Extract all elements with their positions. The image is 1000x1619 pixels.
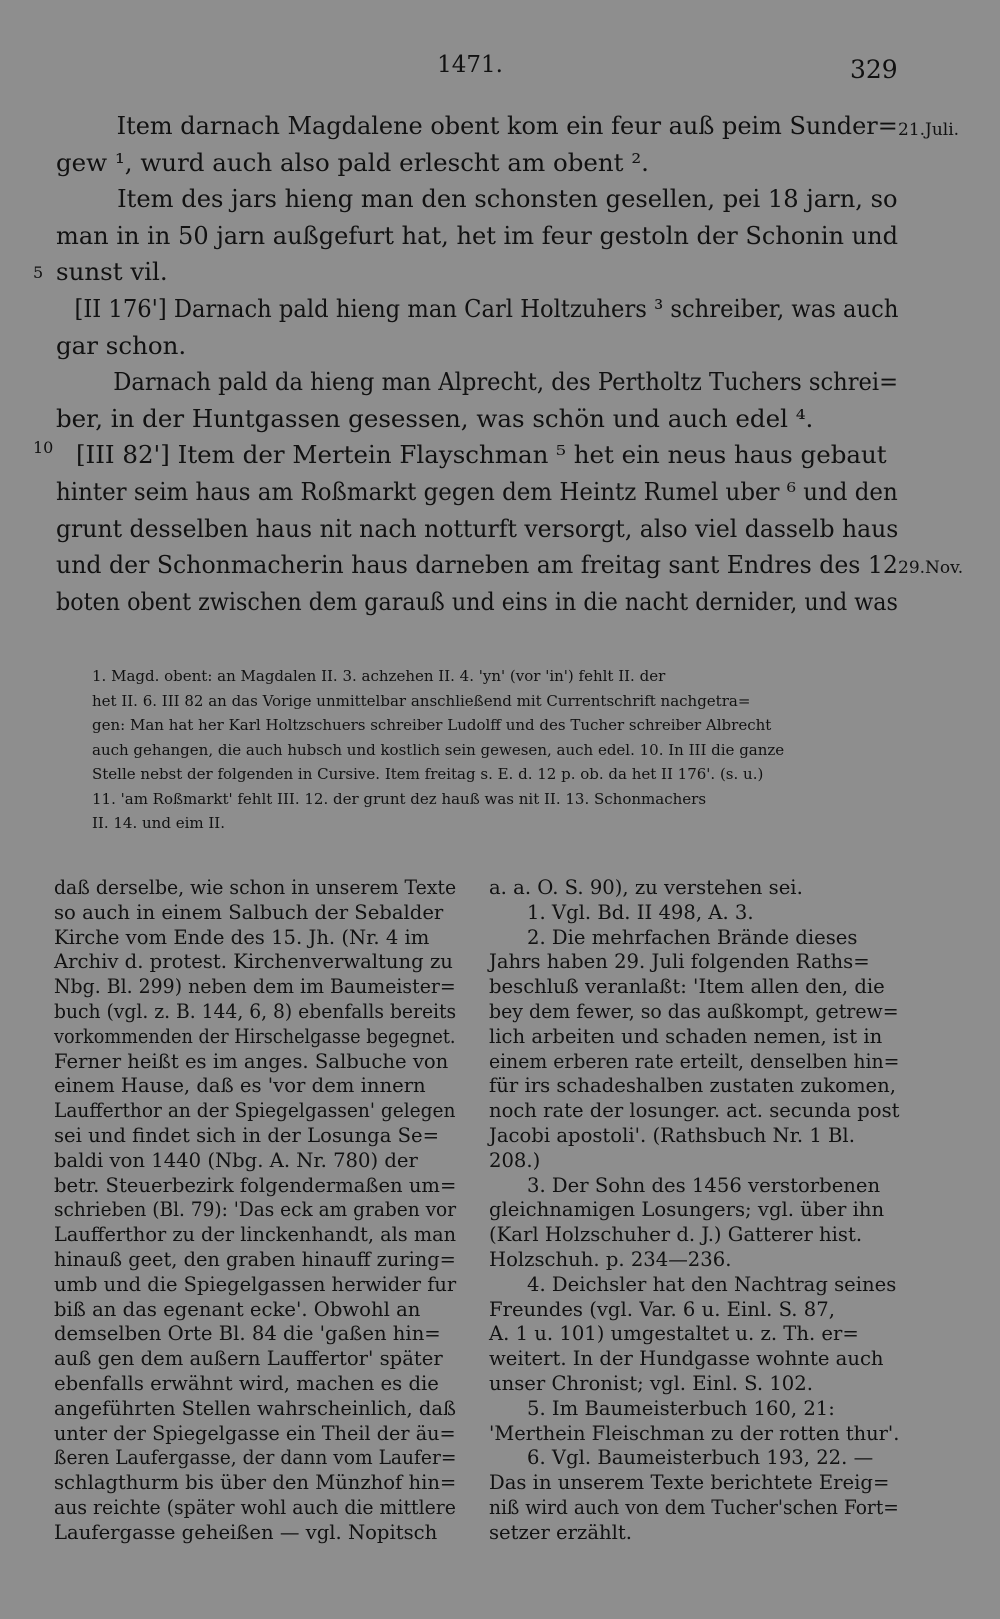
footnote-line: umb und die Spiegelgassen herwider fur bbox=[54, 1272, 457, 1296]
footnote-line: unser Chronist; vgl. Einl. S. 102. bbox=[489, 1371, 813, 1395]
footnote-line: ebenfalls erwähnt wird, machen es die bbox=[54, 1371, 439, 1395]
footnote-line: (Karl Holzschuher d. J.) Gatterer hist. bbox=[489, 1223, 863, 1247]
text-line: hinter seim haus am Roßmarkt gegen dem Heintz Rumel uber ⁶ und den bbox=[56, 476, 898, 506]
footnote-line: setzer erzählt. bbox=[489, 1520, 632, 1544]
text-line: Item darnach Magdalene obent kom ein feur auß peim Sunder= bbox=[116, 111, 898, 140]
footnote-line: daß derselbe, wie schon in unserem Texte bbox=[54, 876, 457, 899]
text-line: [II 176'] Darnach pald hieng man Carl Holtzuhers ³ schreiber, was auch bbox=[74, 293, 899, 323]
footnote-line: bey dem fewer, so das außkompt, getrew= bbox=[489, 999, 899, 1023]
page-number: 329 bbox=[850, 55, 898, 84]
footnote-line: einem erberen rate erteilt, denselben hin= bbox=[489, 1049, 900, 1073]
text-line: und der Schonmacherin haus darneben am freitag sant Endres des 12 bbox=[56, 550, 898, 580]
footnote-line: Laufferthor an der Spiegelgassen' gelegen bbox=[54, 1099, 456, 1123]
footnotes-left-column bbox=[54, 876, 456, 1546]
footnote-line: angeführten Stellen wahrscheinlich, daß bbox=[54, 1396, 456, 1420]
footnote-line: hinauß geet, den graben hinauff zuring= bbox=[54, 1247, 456, 1271]
footnote-line: beschluß veranlaßt: 'Item allen den, die bbox=[489, 975, 885, 999]
footnote-line: Nbg. Bl. 299) neben dem im Baumeister= bbox=[54, 975, 456, 999]
text-line: grunt desselben haus nit nach notturft versorgt, also viel dasselb haus bbox=[56, 513, 899, 543]
footnote-line: Das in unserem Texte berichtete Ereig= bbox=[489, 1471, 890, 1495]
margin-date-july: 21.Juli. bbox=[898, 120, 960, 140]
footnote-line: Archiv d. protest. Kirchenverwaltung zu bbox=[54, 950, 453, 974]
footnote-line: 5. Im Baumeisterbuch 160, 21: bbox=[527, 1396, 835, 1420]
footnote-line: 1. Vgl. Bd. II 498, A. 3. bbox=[527, 900, 754, 924]
footnote-line: Jacobi apostoli'. (Rathsbuch Nr. 1 Bl. bbox=[489, 1123, 855, 1147]
footnote-line: weitert. In der Hundgasse wohnte auch bbox=[489, 1347, 884, 1371]
variant-line: Stelle nebst der folgenden in Cursive. Item freitag s. E. d. 12 p. ob. da het II 176'. (s. u.) bbox=[92, 765, 764, 783]
running-head-year: 1471. bbox=[437, 52, 503, 78]
text-line: gar schon. bbox=[56, 330, 187, 360]
footnote-line: 2. Die mehrfachen Brände dieses bbox=[527, 925, 858, 949]
footnote-line: noch rate der losunger. act. secunda post bbox=[489, 1099, 900, 1123]
text-line: Darnach pald da hieng man Alprecht, des Pertholtz Tuchers schrei= bbox=[113, 367, 899, 397]
footnote-line: baldi von 1440 (Nbg. A. Nr. 780) der bbox=[54, 1148, 418, 1172]
footnote-line: biß an das egenant ecke'. Obwohl an bbox=[54, 1297, 421, 1321]
text-line: boten obent zwischen dem garauß und eins in die nacht dernider, und was bbox=[56, 586, 898, 616]
footnote-line: Ferner heißt es im anges. Salbuche von bbox=[54, 1049, 449, 1073]
footnote-line: einem Hause, daß es 'vor dem innern bbox=[54, 1074, 426, 1098]
footnote-line: sei und findet sich in der Losunga Se= bbox=[54, 1123, 440, 1147]
footnote-line: schrieben (Bl. 79): 'Das eck am graben vor bbox=[54, 1198, 457, 1222]
footnotes-right-column bbox=[489, 876, 899, 1546]
footnote-line: 4. Deichsler hat den Nachtrag seines bbox=[527, 1272, 897, 1296]
footnote-line: Kirche vom Ende des 15. Jh. (Nr. 4 im bbox=[54, 925, 430, 949]
footnote-line: 6. Vgl. Baumeisterbuch 193, 22. — bbox=[527, 1446, 874, 1470]
text-line: gew ¹, wurd auch also pald erlescht am obent ². bbox=[56, 147, 649, 177]
variant-line: auch gehangen, die auch hubsch und kostlich sein gewesen, auch edel. 10. In III die ganze bbox=[92, 740, 785, 759]
footnote-line: ßeren Laufergasse, der dann vom Laufer= bbox=[54, 1446, 457, 1470]
text-line: man in in 50 jarn außgefurt hat, het im feur gestoln der Schonin und bbox=[56, 220, 899, 250]
footnote-line: 3. Der Sohn des 1456 verstorbenen bbox=[527, 1173, 881, 1197]
footnote-line: demselben Orte Bl. 84 die 'gaßen hin= bbox=[54, 1322, 441, 1346]
footnote-line: betr. Steuerbezirk folgendermaßen um= bbox=[54, 1173, 457, 1197]
line-number-5: 5 bbox=[33, 263, 44, 282]
footnote-line: aus reichte (später wohl auch die mittlere bbox=[54, 1495, 456, 1519]
variant-line: 1. Magd. obent: an Magdalen II. 3. achzehen II. 4. 'yn' (vor 'in') fehlt II. der bbox=[92, 667, 666, 685]
footnote-line: auß gen dem außern Lauffertor' später bbox=[54, 1347, 443, 1371]
footnote-line: 'Merthein Fleischman zu der rotten thur'. bbox=[489, 1421, 900, 1445]
line-number-10: 10 bbox=[33, 438, 54, 457]
variant-line: II. 14. und eim II. bbox=[92, 814, 225, 832]
variant-line: het II. 6. III 82 an das Vorige unmittelbar anschließend mit Currentschrift nachgetra= bbox=[92, 691, 751, 710]
footnote-line: Laufergasse geheißen — vgl. Nopitsch bbox=[54, 1520, 438, 1544]
footnote-line: Laufferthor zu der linckenhandt, als man bbox=[54, 1223, 457, 1247]
footnote-line: schlagthurm bis über den Münzhof hin= bbox=[54, 1471, 457, 1495]
chronicle-text bbox=[56, 108, 898, 620]
footnote-line: 208.) bbox=[489, 1148, 541, 1172]
footnote-line: buch (vgl. z. B. 144, 6, 8) ebenfalls bereits bbox=[54, 999, 457, 1023]
footnote-line: für irs schadeshalben zustaten zukomen, bbox=[489, 1074, 896, 1098]
text-line: Item des jars hieng man den schonsten gesellen, pei 18 jarn, so bbox=[117, 184, 898, 214]
footnote-line: so auch in einem Salbuch der Sebalder bbox=[54, 900, 444, 924]
margin-date-november: 29.Nov. bbox=[898, 558, 964, 578]
text-line: ber, in der Huntgassen gesessen, was schön und auch edel ⁴. bbox=[56, 403, 814, 433]
text-line: [III 82'] Item der Mertein Flayschman ⁵ het ein neus haus gebaut bbox=[76, 440, 887, 470]
footnote-line: unter der Spiegelgasse ein Theil der äu= bbox=[54, 1421, 456, 1445]
footnote-line: niß wird auch von dem Tucher'schen Fort= bbox=[489, 1495, 899, 1519]
footnote-line: Holzschuh. p. 234—236. bbox=[489, 1247, 732, 1271]
footnote-line: vorkommenden der Hirschelgasse begegnet. bbox=[54, 1024, 456, 1048]
footnote-line: A. 1 u. 101) umgestaltet u. z. Th. er= bbox=[489, 1322, 859, 1346]
footnote-line: Jahrs haben 29. Juli folgenden Raths= bbox=[489, 950, 870, 974]
variant-apparatus bbox=[92, 664, 898, 836]
footnote-line: lich arbeiten und schaden nemen, ist in bbox=[489, 1024, 883, 1048]
variant-line: 11. 'am Roßmarkt' fehlt III. 12. der grunt dez hauß was nit II. 13. Schonmachers bbox=[92, 789, 707, 808]
footnote-line: gleichnamigen Losungers; vgl. über ihn bbox=[489, 1198, 885, 1222]
footnote-line: Freundes (vgl. Var. 6 u. Einl. S. 87, bbox=[489, 1297, 835, 1321]
footnote-line: a. a. O. S. 90), zu verstehen sei. bbox=[489, 876, 803, 899]
variant-line: gen: Man hat her Karl Holtzschuers schreiber Ludolff und des Tucher schreiber Albrecht bbox=[92, 716, 772, 734]
text-line: sunst vil. bbox=[56, 257, 168, 287]
